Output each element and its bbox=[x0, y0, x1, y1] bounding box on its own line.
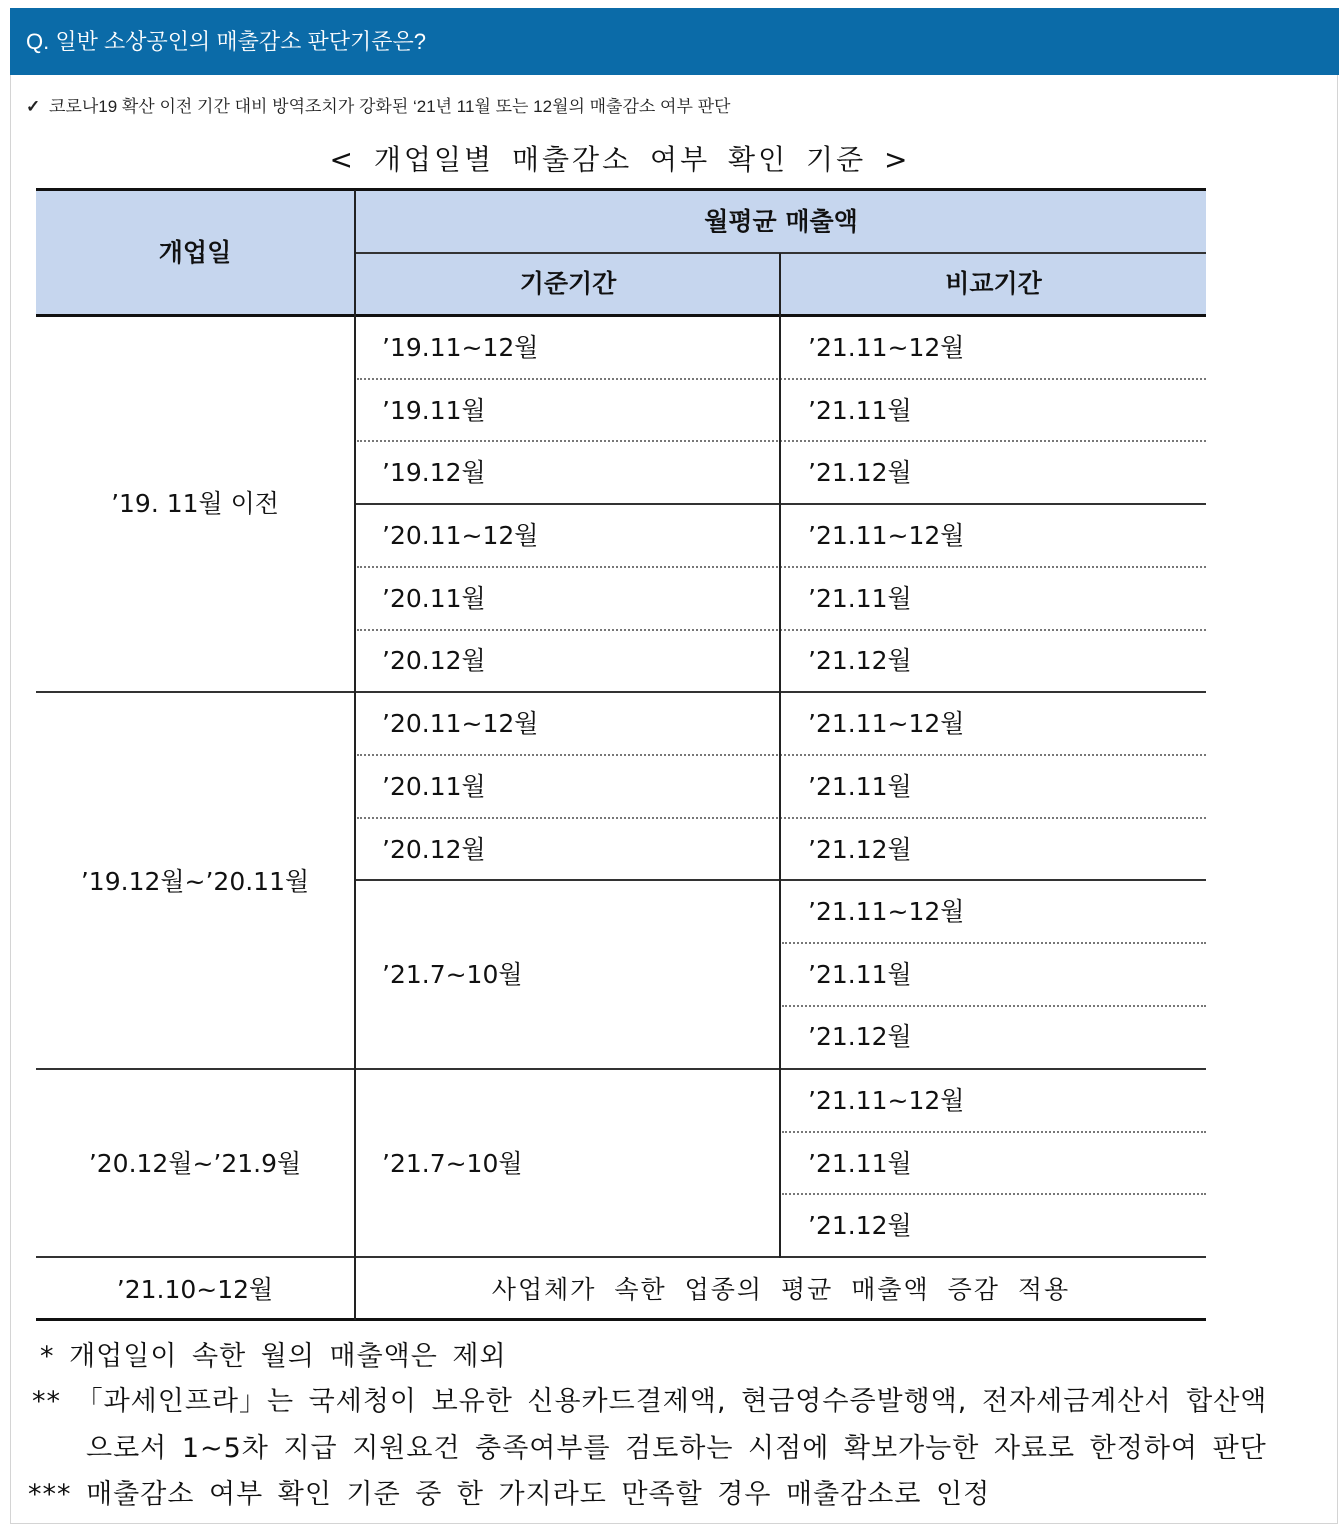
row-divider bbox=[782, 942, 1206, 944]
base-period-cell: ’21.7~10월 bbox=[382, 960, 523, 989]
criteria-note-text: 코로나19 확산 이전 기간 대비 방역조치가 강화된 ‘21년 11월 또는 12월의 매출감소 여부 판단 bbox=[48, 97, 731, 116]
compare-period-cell: ’21.11~12월 bbox=[808, 521, 965, 550]
compare-period-cell: ’21.11~12월 bbox=[808, 1086, 965, 1115]
group-divider bbox=[36, 691, 1206, 693]
footnote-3: *** 매출감소 여부 확인 기준 중 한 가지라도 만족할 경우 매출감소로 인정 bbox=[28, 1479, 991, 1510]
compare-period-cell: ’21.12월 bbox=[808, 1022, 912, 1051]
criteria-note bbox=[26, 92, 730, 117]
compare-period-cell: ’21.12월 bbox=[808, 835, 912, 864]
row-divider bbox=[782, 1131, 1206, 1133]
row-divider bbox=[357, 629, 1206, 631]
base-period-cell: ’19.12월 bbox=[382, 458, 486, 487]
open-date-cell: ’21.10~12월 bbox=[116, 1275, 274, 1304]
row-divider bbox=[782, 1005, 1206, 1007]
table-top-rule bbox=[36, 188, 1206, 191]
group-divider bbox=[36, 1068, 1206, 1070]
footnote-2-continued: 으로서 1~5차 지급 지원요건 충족여부를 검토하는 시점에 확보가능한 자료로 한정하여 판단 bbox=[86, 1433, 1267, 1464]
table-caption: < 개업일별 매출감소 여부 확인 기준 > bbox=[329, 143, 911, 176]
row-divider bbox=[782, 1193, 1206, 1195]
row-divider bbox=[357, 566, 1206, 568]
compare-period-cell: ’21.11월 bbox=[808, 584, 912, 613]
compare-period-cell: ’21.12월 bbox=[808, 458, 912, 487]
compare-period-cell: ’21.11월 bbox=[808, 772, 912, 801]
header-base-period: 기준기간 bbox=[519, 269, 617, 298]
base-period-cell: ’20.11월 bbox=[382, 584, 486, 613]
base-period-cell: ’19.11월 bbox=[382, 396, 486, 425]
row-divider bbox=[357, 378, 1206, 380]
compare-period-cell: ’21.11~12월 bbox=[808, 333, 965, 362]
footnote-1: * 개업일이 속한 월의 매출액은 제외 bbox=[40, 1341, 507, 1372]
row-divider bbox=[357, 817, 1206, 819]
base-period-cell: ’20.11~12월 bbox=[382, 709, 539, 738]
compare-period-cell: ’21.12월 bbox=[808, 646, 912, 675]
base-period-cell: ’20.11~12월 bbox=[382, 521, 539, 550]
base-period-cell: ’20.11월 bbox=[382, 772, 486, 801]
open-date-cell: ’19. 11월 이전 bbox=[111, 489, 279, 518]
compare-period-cell: ’21.12월 bbox=[808, 1211, 912, 1240]
row-divider bbox=[357, 440, 1206, 442]
compare-period-cell: ’21.11~12월 bbox=[808, 897, 965, 926]
industry-average-cell: 사업체가 속한 업종의 평균 매출액 증감 적용 bbox=[491, 1275, 1071, 1304]
header-monthly-sales: 월평균 매출액 bbox=[704, 207, 858, 236]
open-date-cell: ’19.12월~’20.11월 bbox=[80, 867, 310, 896]
base-period-cell: ’20.12월 bbox=[382, 835, 486, 864]
column-divider bbox=[779, 253, 781, 1258]
compare-period-cell: ’21.11월 bbox=[808, 396, 912, 425]
column-divider bbox=[354, 190, 356, 1320]
open-date-cell: ’20.12월~’21.9월 bbox=[88, 1149, 302, 1178]
footnote-2: ** 「과세인프라」는 국세청이 보유한 신용카드결제액, 현금영수증발행액, 전자세금계산서 합산액 bbox=[32, 1386, 1268, 1417]
compare-period-cell: ’21.11월 bbox=[808, 960, 912, 989]
question-header: Q. 일반 소상공인의 매출감소 판단기준은? bbox=[10, 8, 1339, 75]
base-period-cell: ’20.12월 bbox=[382, 646, 486, 675]
table-bottom-rule bbox=[36, 1318, 1206, 1321]
compare-period-cell: ’21.11월 bbox=[808, 1149, 912, 1178]
header-bottom-rule bbox=[36, 314, 1206, 317]
group-divider bbox=[36, 1256, 1206, 1258]
header-open-date: 개업일 bbox=[158, 238, 232, 267]
check-icon: ✓ bbox=[26, 97, 41, 116]
base-period-cell: ’19.11~12월 bbox=[382, 333, 539, 362]
header-compare-period: 비교기간 bbox=[945, 269, 1042, 298]
row-divider bbox=[357, 754, 1206, 756]
base-period-cell: ’21.7~10월 bbox=[382, 1149, 523, 1178]
compare-period-cell: ’21.11~12월 bbox=[808, 709, 965, 738]
